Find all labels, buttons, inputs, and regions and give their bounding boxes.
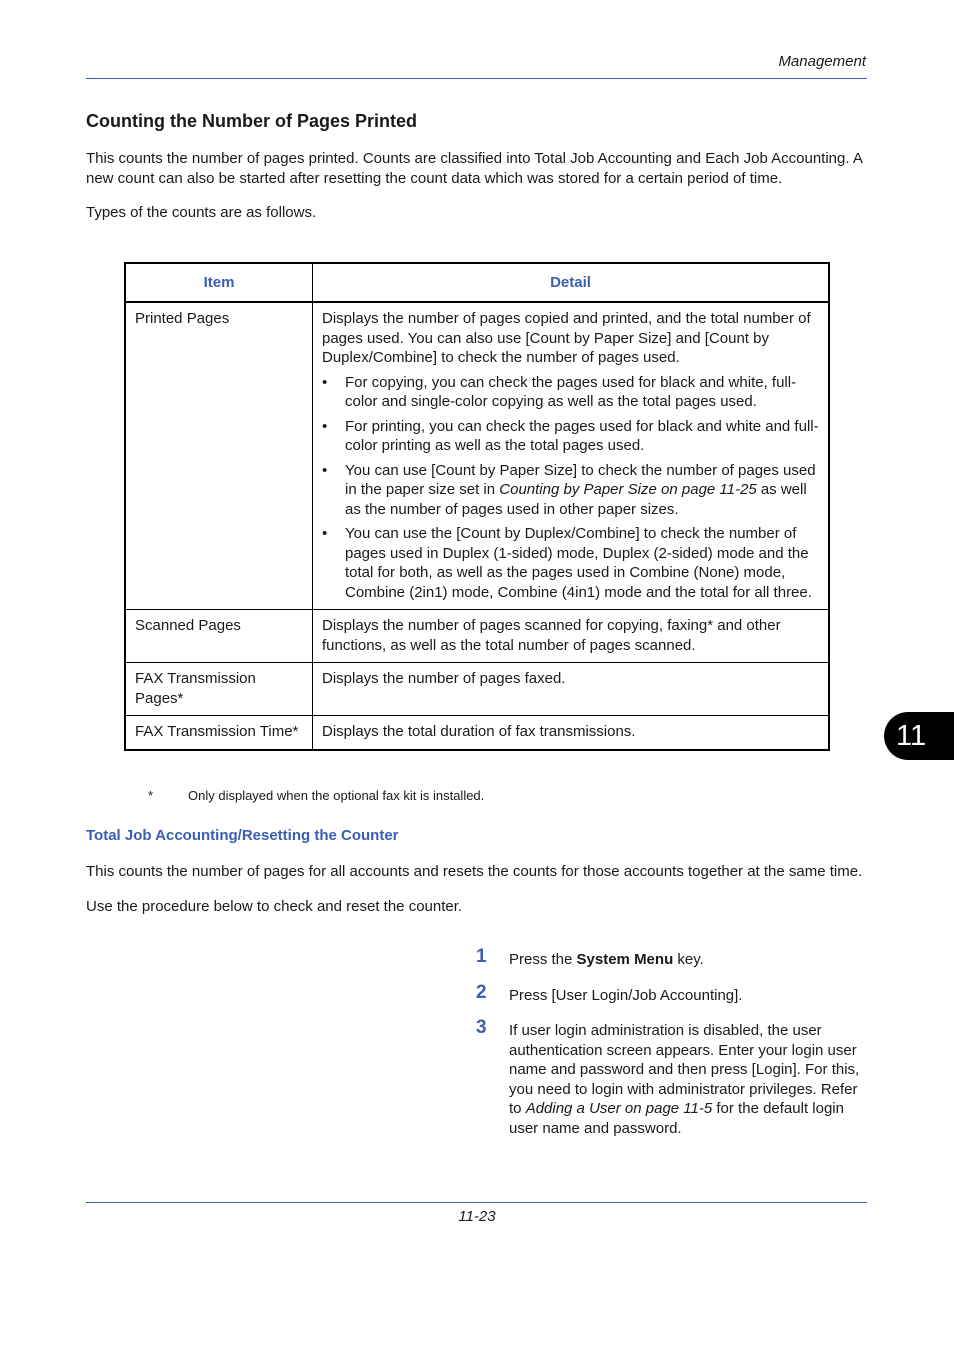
subsection-text bbox=[86, 862, 868, 916]
subsection-paragraph: Use the procedure below to check and reset the counter. bbox=[86, 897, 463, 915]
bullet-item bbox=[322, 461, 819, 520]
footer-rule bbox=[86, 1202, 867, 1203]
bullet-item: • You can use the [Count by Duplex/Combine] to check the number of pages used in Duplex (1-sided) mode, Duplex (2-sided) mode and the total for both, as well as the pages used in Combine (None) mode, Combine (2in1) mode, Combine (4in1) mode and the total for all three. bbox=[322, 524, 819, 602]
subsection-paragraph: This counts the number of pages for all accounts and resets the counts for those accounts together at the same time. bbox=[86, 863, 863, 880]
counts-table bbox=[124, 262, 830, 751]
bullet-text: You can use [Count by Paper Size] to check the number of pages used in the paper size set in bbox=[345, 461, 816, 498]
key-name: System Menu bbox=[576, 951, 674, 968]
footnote-mark: * bbox=[148, 788, 154, 803]
table-header-row bbox=[125, 263, 829, 302]
row-item: FAX Transmission Pages* bbox=[125, 663, 313, 716]
step-item bbox=[474, 1017, 868, 1138]
step-item bbox=[474, 981, 868, 1006]
cross-reference-link[interactable]: Counting by Paper Size on page 11-25 bbox=[499, 481, 757, 498]
row-detail: Displays the total duration of fax transmissions. bbox=[313, 716, 830, 750]
step-text: key. bbox=[673, 951, 704, 968]
step-item bbox=[474, 946, 868, 970]
section-title: Counting the Number of Pages Printed bbox=[86, 111, 418, 131]
bullet-item: • For printing, you can check the pages used for black and white and full-color printing as well as the total pages used. bbox=[322, 417, 819, 456]
cross-reference-link[interactable]: Adding a User on page 11-5 bbox=[525, 1100, 713, 1117]
row-detail: Displays the number of pages scanned for copying, faxing* and other functions, as well as the total number of pages scanned. bbox=[313, 610, 830, 663]
step-text: for the default login user name and password. bbox=[509, 1100, 844, 1137]
table-row bbox=[125, 716, 829, 750]
table-row bbox=[125, 302, 829, 610]
intro-text bbox=[86, 149, 868, 223]
row-detail: Displays the number of pages faxed. bbox=[313, 663, 830, 716]
step-text: Press [User Login/Job Accounting]. bbox=[509, 986, 743, 1004]
column-header-detail: Detail bbox=[313, 263, 830, 302]
step-number: 1 bbox=[476, 946, 487, 967]
running-header: Management bbox=[778, 53, 866, 70]
row-item: Scanned Pages bbox=[125, 610, 313, 663]
step-text: Press the bbox=[509, 951, 577, 968]
footnote-text: Only displayed when the optional fax kit is installed. bbox=[188, 788, 485, 803]
detail-text: Displays the number of pages copied and printed, and the total number of pages used. You can also use [Count by Paper Size] and [Count by Duplex/Combine] to check the number of pages used. bbox=[322, 310, 811, 366]
intro-paragraph: This counts the number of pages printed. Counts are classified into Total Job Accounting and Each Job Accounting. A new count can also be started after resetting the count data which was stored for a certain period of time. bbox=[86, 150, 863, 187]
chapter-tab: 11 bbox=[884, 712, 954, 760]
procedure-steps bbox=[474, 946, 868, 1154]
step-number: 3 bbox=[476, 1017, 487, 1038]
intro-paragraph: Types of the counts are as follows. bbox=[86, 204, 317, 221]
step-number: 2 bbox=[476, 981, 487, 1003]
step-text: If user login administration is disabled, the user authentication screen appears. Enter your login user name and password and then press [Login]. For this, you need to login with administrator privileges. Refer to bbox=[509, 1022, 860, 1117]
bullet-text: as well as the number of pages used in other paper sizes. bbox=[345, 481, 807, 518]
row-detail bbox=[313, 302, 830, 610]
row-item: Printed Pages bbox=[125, 302, 313, 610]
column-header-item: Item bbox=[125, 263, 313, 302]
header-rule bbox=[86, 78, 867, 79]
detail-bullets bbox=[322, 373, 819, 603]
bullet-item: • For copying, you can check the pages used for black and white, full-color and single-color copying as well as the total pages used. bbox=[322, 373, 819, 412]
table-row bbox=[125, 610, 829, 663]
table-row bbox=[125, 663, 829, 716]
row-item: FAX Transmission Time* bbox=[125, 716, 313, 750]
page-number: 11-23 bbox=[458, 1208, 496, 1225]
subsection-title: Total Job Accounting/Resetting the Counter bbox=[86, 827, 399, 844]
table-footnote bbox=[148, 788, 484, 803]
